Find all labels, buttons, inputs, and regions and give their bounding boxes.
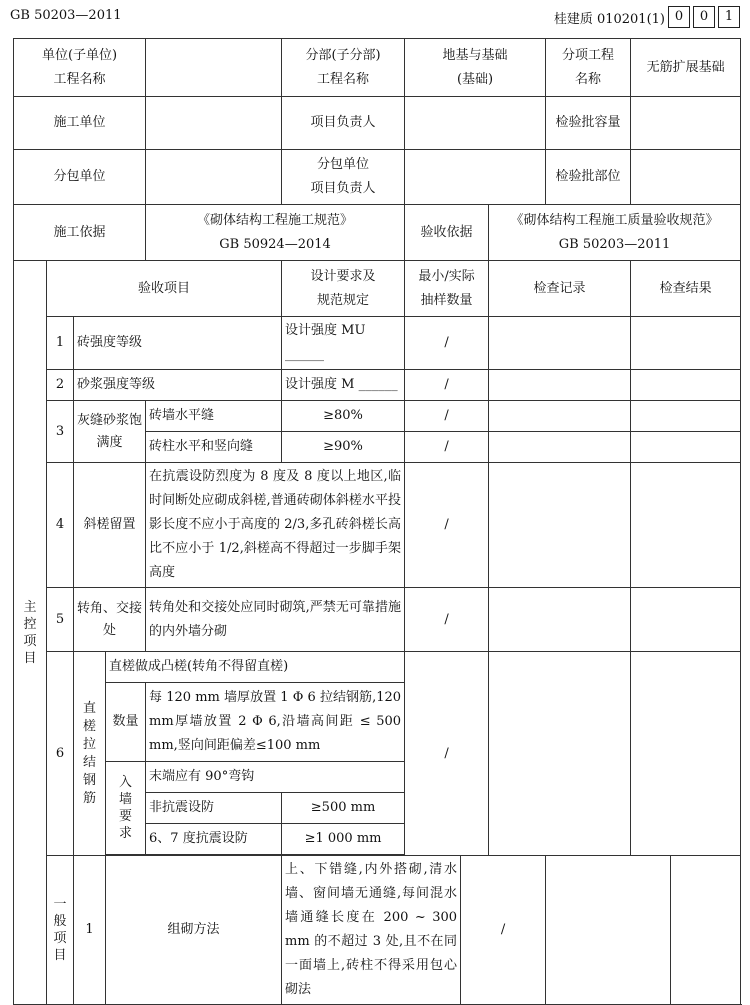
row-no: 5 xyxy=(47,588,74,652)
table-row xyxy=(14,588,741,652)
item-name-label: 分项工程 名称 xyxy=(546,39,631,97)
form-code-text: 桂建质 010201(1) xyxy=(553,11,665,27)
row-result xyxy=(631,463,741,588)
standard-code: GB 50203—2011 xyxy=(10,8,122,23)
row-sample: / xyxy=(405,432,489,463)
manager-value xyxy=(405,97,546,150)
row-record xyxy=(489,652,631,856)
row-result xyxy=(671,856,741,1005)
wall-seismic-label: 6、7 度抗震设防 xyxy=(146,824,282,855)
row-sample: / xyxy=(405,588,489,652)
row-result xyxy=(631,652,741,856)
part-value xyxy=(631,150,741,205)
row-record xyxy=(489,370,631,401)
part-label: 检验批部位 xyxy=(546,150,631,205)
row-no: 2 xyxy=(47,370,74,401)
row-item: 直槎拉结钢筋 xyxy=(74,652,106,856)
row-item: 砖强度等级 xyxy=(74,317,282,370)
main-control-group: 主控项目 xyxy=(14,261,47,1005)
row-item: 转角、交接处 xyxy=(74,588,146,652)
row-item: 斜槎留置 xyxy=(74,463,146,588)
row-record xyxy=(489,463,631,588)
row-item: 组砌方法 xyxy=(106,856,282,1005)
form-number-box: 0 xyxy=(693,6,715,28)
item-name-value: 无筋扩展基础 xyxy=(631,39,741,97)
table-row xyxy=(14,463,741,588)
form-number-box: 1 xyxy=(718,6,740,28)
division-value: 地基与基础 (基础) xyxy=(405,39,546,97)
sub-manager-value xyxy=(405,150,546,205)
col-sample: 最小/实际 抽样数量 xyxy=(405,261,489,317)
row-requirement: 设计强度 MU ______ xyxy=(282,317,405,370)
form-number-box: 0 xyxy=(668,6,690,28)
capacity-value xyxy=(631,97,741,150)
wall-end-requirement: 末端应有 90°弯钩 xyxy=(146,762,405,793)
row-requirement-top: 直槎做成凸槎(转角不得留直槎) xyxy=(106,652,405,683)
row-no: 1 xyxy=(47,317,74,370)
row-result xyxy=(631,317,741,370)
form-code xyxy=(554,6,740,28)
row-requirement: 在抗震设防烈度为 8 度及 8 度以上地区,临时间断处应砌成斜槎,普通砖砌体斜槎水平投影长度不应小于高度的 2/3,多孔砖斜槎长高比不应小于 1/2,斜槎高不得超过一步脚手架高度 xyxy=(146,463,405,588)
col-record: 检查记录 xyxy=(489,261,631,317)
table-row xyxy=(14,856,741,1005)
row-no: 1 xyxy=(74,856,106,1005)
inspection-table xyxy=(13,38,741,1005)
basis-value: 《砌体结构工程施工规范》 GB 50924—2014 xyxy=(146,205,405,261)
row-no: 3 xyxy=(47,401,74,463)
row-no: 6 xyxy=(47,652,74,856)
row-subitem: 砖墙水平缝 xyxy=(146,401,282,432)
row-record xyxy=(489,588,631,652)
row-item: 砂浆强度等级 xyxy=(74,370,282,401)
accept-basis-value: 《砌体结构工程施工质量验收规范》 GB 50203—2011 xyxy=(489,205,741,261)
row-sample: / xyxy=(461,856,546,1005)
constructor-label: 施工单位 xyxy=(14,97,146,150)
unit-value xyxy=(146,39,282,97)
row-requirement: ≥90% xyxy=(282,432,405,463)
row-sample: / xyxy=(405,463,489,588)
row-record xyxy=(489,401,631,432)
row-requirement: 上、下错缝,内外搭砌,清水墙、窗间墙无通缝,每间混水墙通缝长度在 200 ~ 300 mm 的不超过 3 处,且不在同一面墙上,砖柱不得采用包心砌法 xyxy=(282,856,461,1005)
general-group: 一般项目 xyxy=(47,856,74,1005)
wall-non-seismic-value: ≥500 mm xyxy=(282,793,405,824)
row-requirement: 设计强度 M ______ xyxy=(282,370,405,401)
row-result xyxy=(631,401,741,432)
row-record xyxy=(489,432,631,463)
capacity-label: 检验批容量 xyxy=(546,97,631,150)
table-row xyxy=(14,652,741,683)
sub-manager-label: 分包单位 项目负责人 xyxy=(282,150,405,205)
wall-seismic-value: ≥1 000 mm xyxy=(282,824,405,855)
col-requirement: 设计要求及 规范规定 xyxy=(282,261,405,317)
row-item: 灰缝砂浆饱满度 xyxy=(74,401,146,463)
row-result xyxy=(631,432,741,463)
accept-basis-label: 验收依据 xyxy=(405,205,489,261)
row-requirement: 转角处和交接处应同时砌筑,严禁无可靠措施的内外墙分砌 xyxy=(146,588,405,652)
subcontractor-value xyxy=(146,150,282,205)
row-record xyxy=(546,856,671,1005)
table-row xyxy=(14,401,741,432)
row-sample: / xyxy=(405,370,489,401)
table-row xyxy=(14,317,741,370)
basis-label: 施工依据 xyxy=(14,205,146,261)
row-subitem: 砖柱水平和竖向缝 xyxy=(146,432,282,463)
unit-label: 单位(子单位) 工程名称 xyxy=(14,39,146,97)
qty-requirement: 每 120 mm 墙厚放置 1 Φ 6 拉结钢筋,120 mm厚墙放置 2 Φ 6,沿墙高间距 ≤ 500 mm,竖向间距偏差≤100 mm xyxy=(146,683,405,762)
wall-label: 入墙要求 xyxy=(106,762,146,855)
row-sample: / xyxy=(405,401,489,432)
row-sample: / xyxy=(405,652,489,856)
subcontractor-label: 分包单位 xyxy=(14,150,146,205)
row-no: 4 xyxy=(47,463,74,588)
qty-label: 数量 xyxy=(106,683,146,762)
table-row xyxy=(14,370,741,401)
row-sample: / xyxy=(405,317,489,370)
division-label: 分部(子分部) 工程名称 xyxy=(282,39,405,97)
row-record xyxy=(489,317,631,370)
col-result: 检查结果 xyxy=(631,261,741,317)
wall-non-seismic-label: 非抗震设防 xyxy=(146,793,282,824)
row-result xyxy=(631,370,741,401)
constructor-value xyxy=(146,97,282,150)
manager-label: 项目负责人 xyxy=(282,97,405,150)
col-item: 验收项目 xyxy=(47,261,282,317)
row-requirement: ≥80% xyxy=(282,401,405,432)
row-result xyxy=(631,588,741,652)
